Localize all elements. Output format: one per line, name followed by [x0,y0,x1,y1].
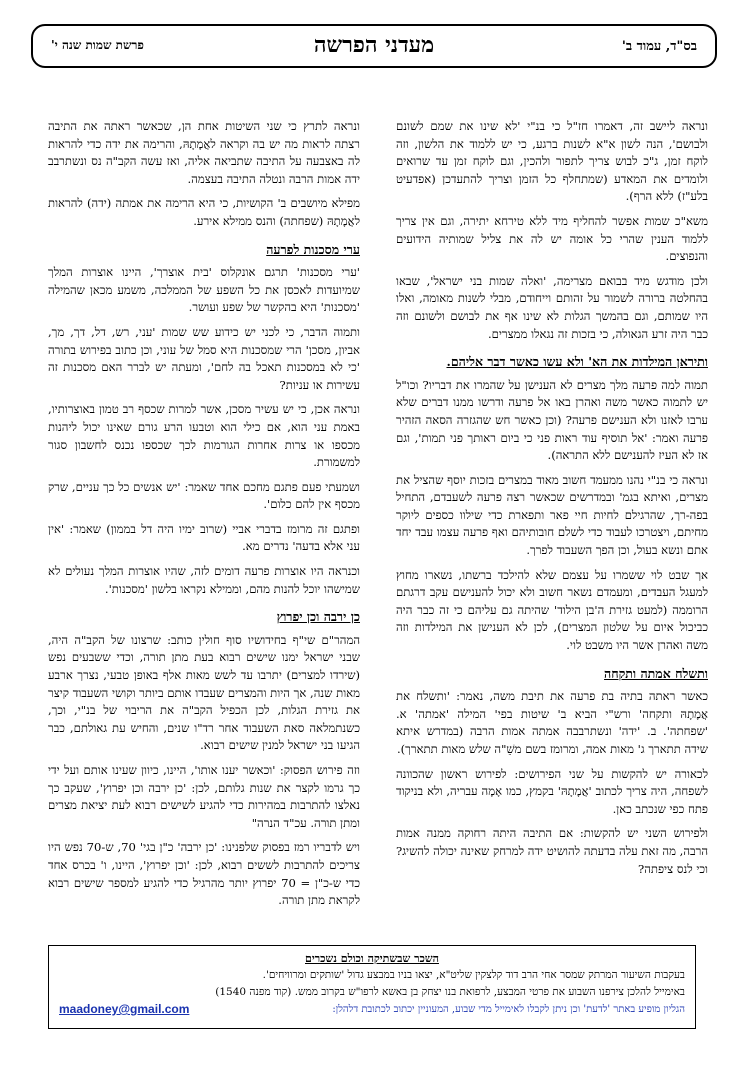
right-column [396,118,708,885]
paragraph: וכנראה היו אוצרות פרעה דומים לזה, שהיו אוצרות המלך נעולים לא שמישהו יוכל להנות מהם, וממילא נקראו בלשון 'מסכנות'. [48,564,360,596]
footer-line-1: בעקבות השיעור המרתק שמסר אחי הרב דוד קלצקין שליט"א, יצאו בניו במבצע גדול 'שותקים ומרוויחים'. [262,969,685,981]
paragraph: אך שבט לוי ששמרו על עצמם שלא להילכד ברשתו, נשארו מחוץ למעגל העבדים, ומעמדם נשאר חשוב ולא יכול להענישם עקב דרגתם הרוממה (למעט גזירת ה'בן הילוד' שהיתה גם עליהם כי זה כבר היה כביכול איום על שלטון המצרים), לכן לא הענישן את המילדות וזה משה ואהרן אשר היו משבט לוי. [396,567,708,653]
paragraph: וזה פירוש הפסוק: 'וכאשר יענו אותו', היינו, כיוון שעינו אותם ועל ידי כך גרמו לקצר את שנות גלותם, לכן: 'כן ירבה וכן יפרוץ', שעקב כך נאלצו להתרבות במהירות כדי להגיע לשישים רבוא לעת יציאת מצרים ומתן תורה. עכ"ד הנרה" [48,763,360,830]
paragraph: ונראה לתרץ כי שני השיטות אחת הן, שכאשר ראתה את התיבה רצתה לראות מה יש בה וקראה לאֲמָתָהּ, והרימה את ידה כדי להראות לה באצבעה על התיבה שתביאה אליה, ואז עשה הקב"ה נס ונשתרבב ידה אמות הרבה ונטלה התיבה בעצמה. [48,119,360,186]
page-reference: בס"ד, עמוד ב' [621,39,697,54]
paragraph: ושמעתי פעם פתגם מחכם אחד שאמר: 'יש אנשים כל כך עניים, שרק מכסף אין להם כלום'. [48,479,360,512]
paragraph: ויש לדבריו רמז בפסוק שלפנינו: 'כן ירבה' כ"ן בגי' 70, ש-70 נפש היו צריכים להתרבות לששים רבוא, לכן: 'וכן יפרוץ', היינו, ו' בכרס אחד כדי ש-כ"ן = 70 יפרוץ יותר מהרגיל כדי להגיע למספר שישים רבוא לקראת מתן תורה. [48,840,361,908]
paragraph: 'ערי מסכנות' תרגם אונקלוס 'בית אוצרך', היינו אוצרות המלך שמיועדות לאכסן את כל השפע של הממלכה, משמע מכאן שהמילה 'מסכנות' היא בהקשר של שפע ועושר. [48,265,360,315]
section-heading: כן ירבה וכן יפרוץ [276,609,360,625]
paragraph: משא"כ שמות אפשר להחליף מיד ללא טירחא יתירה, וגם אין צריך ללמוד הענין שהרי כל אומה יש לה את צליל שמותיה הידועים והנפוצים. [396,213,708,264]
paragraph: תמוה למה פרעה מלך מצרים לא הענישן על שהמרו את דבריו? וכו"ל יש לתמוה כאשר משה ואהרן באו אל פרעה ודרשו ממנו דברים שלא ערבו לאזנו ולא הענישם פרעה? (וכן כאשר חש שהגזרה הסאה הזהיר פרעה ואמר: 'אל תוסיף עוד ראות פני כי ביום ראותך פני תמות', וגם אז לא העיז להענישם ללא התראה). [396,377,708,463]
paragraph: ופתגם זה מרומז בדברי אביי (שרוב ימיו היה דל בממון) שאמר: 'אין עני אלא בדעה' נדרים מא. [48,521,360,554]
paragraph: מפילא מיושבים ב' הקושיות, כי היא הרימה את אמתה (ידה) להראות לאֲמָתָהּ (שפחתה) והנס ממילא אירע. [48,196,360,228]
mailing-note: הגליון מופיע באתר 'לדעת' וכן ניתן לקבלו לאימייל מדי שבוע, המעוניין יכתוב לכתובת דלהלן: [332,1004,685,1015]
section-heading: ערי מסכנות לפרעה [266,241,360,257]
section-heading: ותיראן המילדות את הא' ולא עשו כאשר דבר אליהם. [446,354,708,370]
paragraph: ותמוה הדבר, כי לכני יש כידוע שש שמות 'עני, רש, דל, דך, מך, אביון, מסכן' הרי שמסכנות היא סמל של עוני, וכן כתוב בפירוש בתורה 'כי לא במסכנות תאכל בה לחם', ומעתה יש לברר האם מסכנות זה עשירות או עניות? [48,324,360,392]
left-column [48,118,360,917]
page-header [31,24,717,68]
contact-email-link[interactable]: maadoney@gmail.com [59,1002,190,1016]
paragraph: ולכן מודגש מיד בבואם מצרימה, 'ואלה שמות בני ישראל', שבאו בהחלטה ברורה לשמור על זהותם וייחודם, מבלי לשנות מאומה, ואלו היו שמותם, וגם בהמשך הגלות לא שינו אף את לבושם ולשונם וזה כבר היה זרע הגאולה, כי בזכות זה נגאלו ממצרים. [396,273,708,341]
footer-line-2: באימייל להלכן צירפנו השבוע את פרטי המבצע, לרפואת בנו יצחק בן באשא לרפו"ש בקרוב ממש. (קוד מפנה 1540) [215,986,685,998]
paragraph: ונראה ליישב זה, דאמרו חז"ל כי בנ"י 'לא שינו את שמם לשונם ולבושם', הנה לשון א"א לשנות ברגע, כי יש ללמוד את הלשון, וזה לוקח זמן, ג"כ לבוש צריך לתפור ולהכין, וגם לוקח זמן עד שרואים ולומדים את המאדע (שמתחלף כל הזמן וצריך להתעדכן (אפדעיט בלע"ז) ללא הרף). [396,119,708,204]
footer-box [48,945,696,1029]
section-heading: ותשלח אמתה ותקחה [604,665,708,681]
paragraph: ונראה כי בנ"י נהנו ממעמד חשוב מאוד במצרים בזכות יוסף שהציל את מצרים, ואיתא בגמ' ובמדרשים שכאשר רצה פרעה לשעבדם, התחיל בפה-רך, שהרגילם לחיות חיי פאר ותפארת כדי שילוו כספים ליוקר מחיתם, ויצטרכו לעבוד כדי לשלם חובותיהם ואף פרעה עצמו עבד יחד אתם ונשא בעול, וכן הפך השעבוד לפרך. [396,472,708,558]
paragraph: כאשר ראתה בתיה בת פרעה את תיבת משה, נאמר: 'ותשלח את אֲמָתָהּ ותקחה' ורש"י הביא ב' שיטות בפי' המילה 'אמתה' א. 'שפחתה'. ב. 'ידה' ונשתרבבה אמתה אמות הרבה (במדרש איתא שידה תתארך ג' מאות אמה, ומרומז בשם משֵׁ"ה שלש מאות תתארך). [396,689,708,756]
paragraph: לכאורה יש להקשות על שני הפירושים: לפירוש ראשון שהכוונה לשפחה, היה צריך לכתוב 'אֲמָתָהּ' בקמץ, כמו אָמָה עבריה, ולא בניקוד פתח כפי שנכתב כאן. [396,766,708,816]
page-title: מעדני הפרשה [313,32,435,58]
paragraph: ונראה אכן, כי יש עשיר מסכן, אשר למרות שכסף רב טמון באוצרותיו, באמת עני הוא, אם כילי הוא וטבעו הרע גורם שאינו יכול ליהנות מכספו או צרות אחרות הגורמות לכך שכספו נכנס לחשבון סגור למשמורת. [48,402,360,470]
paragraph: ולפירוש השני יש להקשות: אם התיבה היתה רחוקה ממנה אמות הרבה, מה זאת עלה בדעתה להושיט ידה למרחק שאינה יכולה להשיג? וכי לנס ציפתה? [396,826,708,876]
footer-title: השכר שבשתיקה וכולם נשכרים [305,952,439,965]
paragraph: המהר"ם שי"ף בחידושיו סוף חולין כותב: שרצונו של הקב"ה היה, שבני ישראל ימנו שישים רבוא בעת מתן תורה, וכדי ששבעים נפש (שירדו למצרים) יתרבו עד לשש מאות אלף באופן טבעי, נצרך ארבע מאות שנה, אך היות והמצרים שעבדו אותם ביותר וקושי השעבוד קיצר את גזירת הגלות, לכן הכפיל הקב"ה את הריבוי של בנ"י, וכך, כשנתמלאה סאת השעבוד אחר רד"ו שנים, והחיש עת גאולתם, כבר הגיעו בני ישראל למנין שישים רבוא. [48,632,360,753]
parsha-label: פרשת שמות שנה י' [51,38,144,52]
